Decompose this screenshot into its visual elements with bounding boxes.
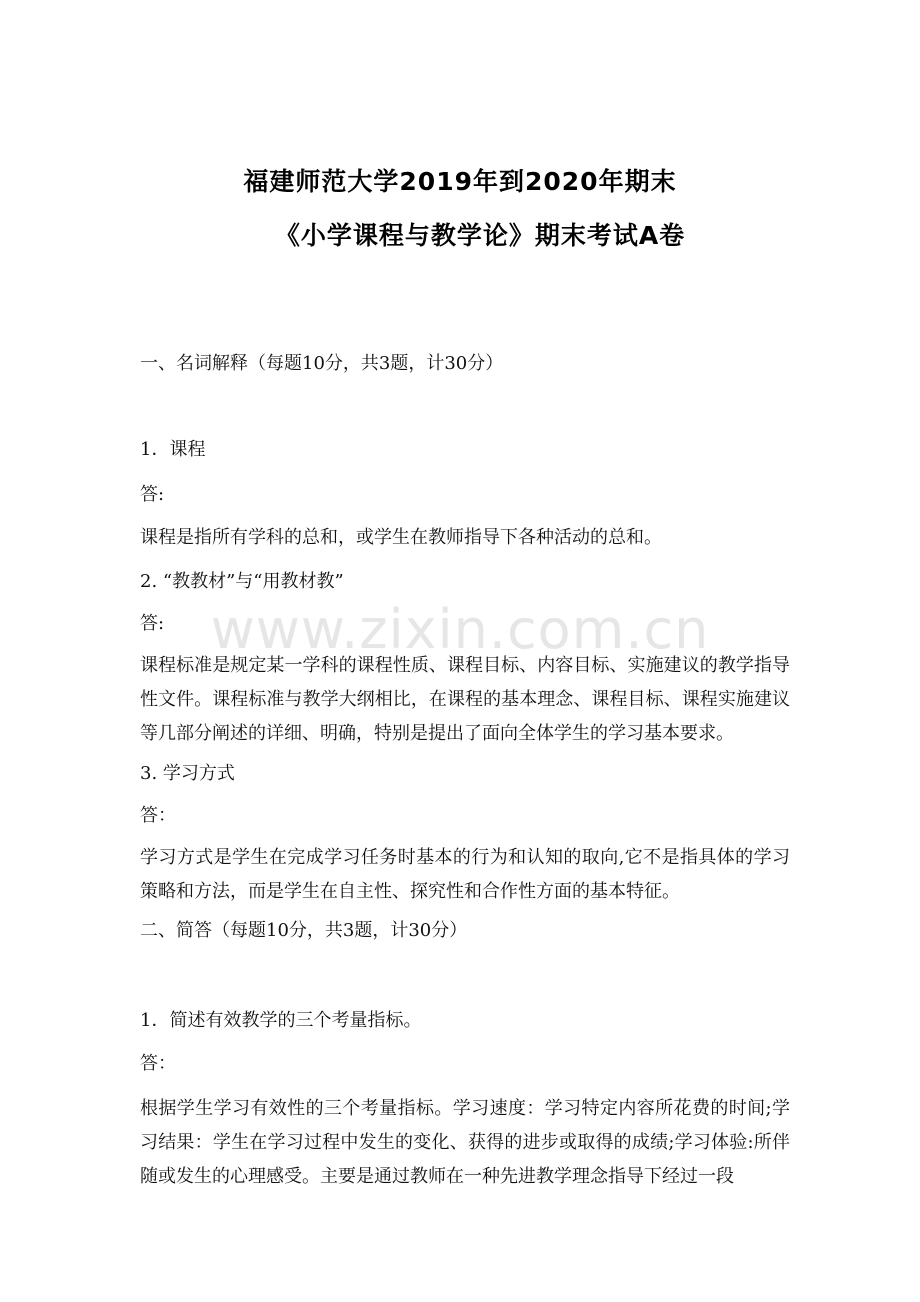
section-1-answer-label-2: 答: [140, 613, 165, 634]
section-1-answer-1: 课程是指所有学科的总和，或学生在教师指导下各种活动的总和。 [140, 527, 662, 548]
section-1-answer-label-3: 答： [140, 805, 176, 826]
document-title-line-2: 《小学课程与教学论》期末考试A卷 [274, 221, 686, 250]
section-1-answer-3: 学习方式是学生在完成学习任务时基本的行为和认知的取向,它不是指具体的学习策略和方法，而是学生在自主性、探究性和合作性方面的基本特征。 [140, 847, 790, 902]
section-2-answer-label-1: 答： [140, 1053, 176, 1074]
section-2-heading: 二、简答（每题10分，共3题，计30分） [140, 920, 468, 941]
section-1-question-2: 2. “教教材”与“用教材教” [140, 571, 344, 592]
section-1-question-3: 3. 学习方式 [140, 763, 235, 784]
section-1-heading: 一、名词解释（每题10分，共3题，计30分） [140, 353, 504, 374]
section-2-question-1: 1．简述有效教学的三个考量指标。 [140, 1010, 422, 1031]
section-1-answer-label-1: 答: [140, 484, 165, 505]
document-title-line-1: 福建师范大学2019年到2020年期末 [243, 167, 677, 196]
section-1-answer-2: 课程标准是规定某一学科的课程性质、课程目标、内容目标、实施建议的教学指导性文件。课程标准与教学大纲相比，在课程的基本理念、课程目标、课程实施建议等几部分阐述的详细、明确，特别是提出了面向全体学生的学习基本要求。 [140, 655, 790, 744]
section-1-question-1: 1．课程 [140, 439, 206, 460]
section-2-answer-1: 根据学生学习有效性的三个考量指标。学习速度：学习特定内容所花费的时间;学习结果：学生在学习过程中发生的变化、获得的进步或取得的成绩;学习体验:所伴随或发生的心理感受。主要是通过教师在一种先进教学理念指导下经过一段 [140, 1098, 790, 1187]
watermark: www.zixin.com.cn [210, 598, 710, 661]
